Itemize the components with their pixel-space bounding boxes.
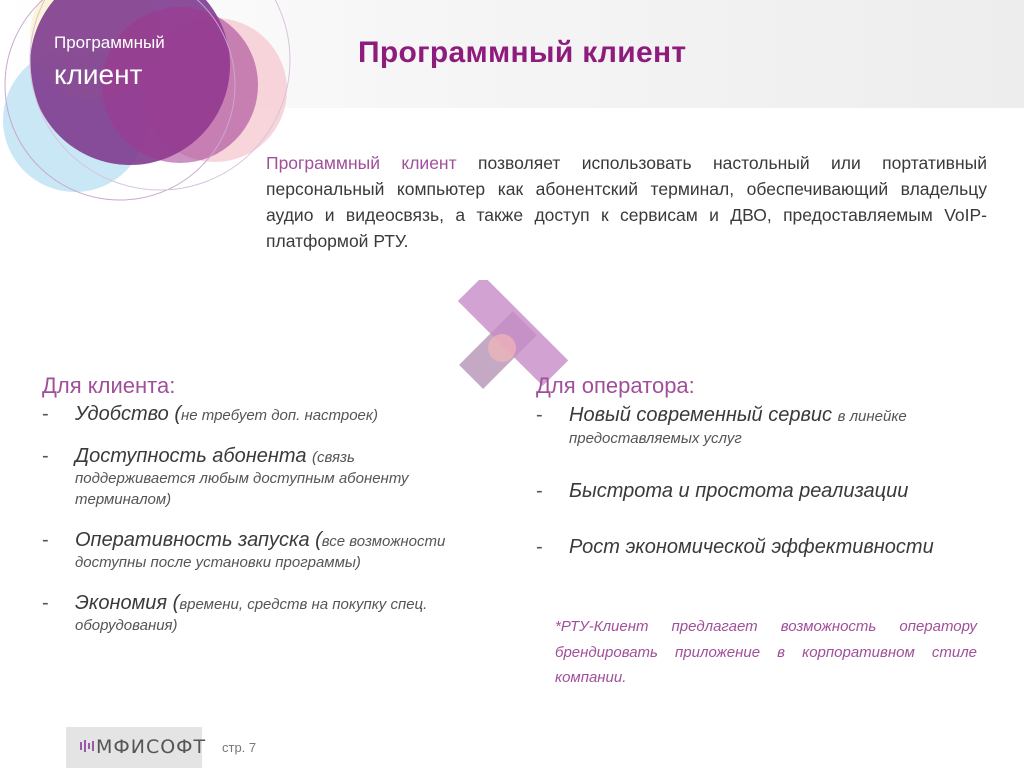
- list-dash: -: [42, 592, 49, 614]
- benefit-detail: (связь поддерживается любым доступным абоненту терминалом): [75, 449, 409, 508]
- benefit-title: Доступность абонента: [75, 445, 313, 467]
- client-benefits-list: [42, 404, 472, 636]
- benefit-detail: не требует доп. настроек): [181, 407, 378, 424]
- list-item: [536, 404, 986, 450]
- logo-mark-icon: [80, 738, 96, 754]
- list-item: [42, 404, 472, 426]
- list-item: [536, 536, 986, 560]
- list-dash: -: [536, 480, 543, 502]
- benefit-detail: в линейке предоставляемых услуг: [569, 408, 907, 447]
- intro-highlight: Программный клиент: [266, 153, 457, 173]
- list-item: [42, 446, 472, 510]
- list-dash: -: [536, 404, 543, 426]
- benefit-detail: времени, средств на покупку спец. оборудования): [75, 596, 428, 634]
- list-dash: -: [42, 403, 49, 425]
- operator-benefits-list: [536, 404, 986, 560]
- branding-note: *РТУ-Клиент предлагает возможность оператору брендировать приложение в корпоративном стиле компании.: [555, 618, 977, 686]
- page-number: стр. 7: [222, 740, 257, 755]
- section-label: [54, 32, 165, 94]
- benefit-title: Удобство (: [75, 403, 181, 425]
- intro-text: позволяет использовать настольный или портативный персональный компьютер как абонентский терминал, обеспечивающий владельцу аудио и видеосвязь, а также доступ к сервисам и ДВО, предоставляемым VoIP-платформой РТУ.: [266, 153, 987, 251]
- operator-heading: Для оператора:: [536, 373, 695, 398]
- list-item: [536, 480, 986, 504]
- benefit-detail: все возможности доступны после установки программы): [75, 533, 446, 571]
- list-item: [42, 593, 472, 636]
- list-dash: -: [42, 445, 49, 467]
- benefit-title: Рост экономической эффективности: [569, 536, 934, 558]
- logo-text: МФИСОФТ: [96, 736, 207, 758]
- list-dash: -: [42, 529, 49, 551]
- section-label-line2: клиент: [54, 59, 143, 90]
- intro-paragraph: [266, 150, 987, 254]
- list-dash: -: [536, 536, 543, 558]
- benefit-title: Экономия (: [75, 592, 180, 614]
- benefit-title: Новый современный сервис: [569, 404, 838, 426]
- list-item: [42, 530, 472, 573]
- page-title: Программный клиент: [358, 36, 687, 69]
- benefit-title: Быстрота и простота реализации: [569, 480, 909, 502]
- client-heading: Для клиента:: [42, 373, 176, 398]
- section-label-line1: Программный: [54, 33, 165, 52]
- benefit-title: Оперативность запуска (: [75, 529, 322, 551]
